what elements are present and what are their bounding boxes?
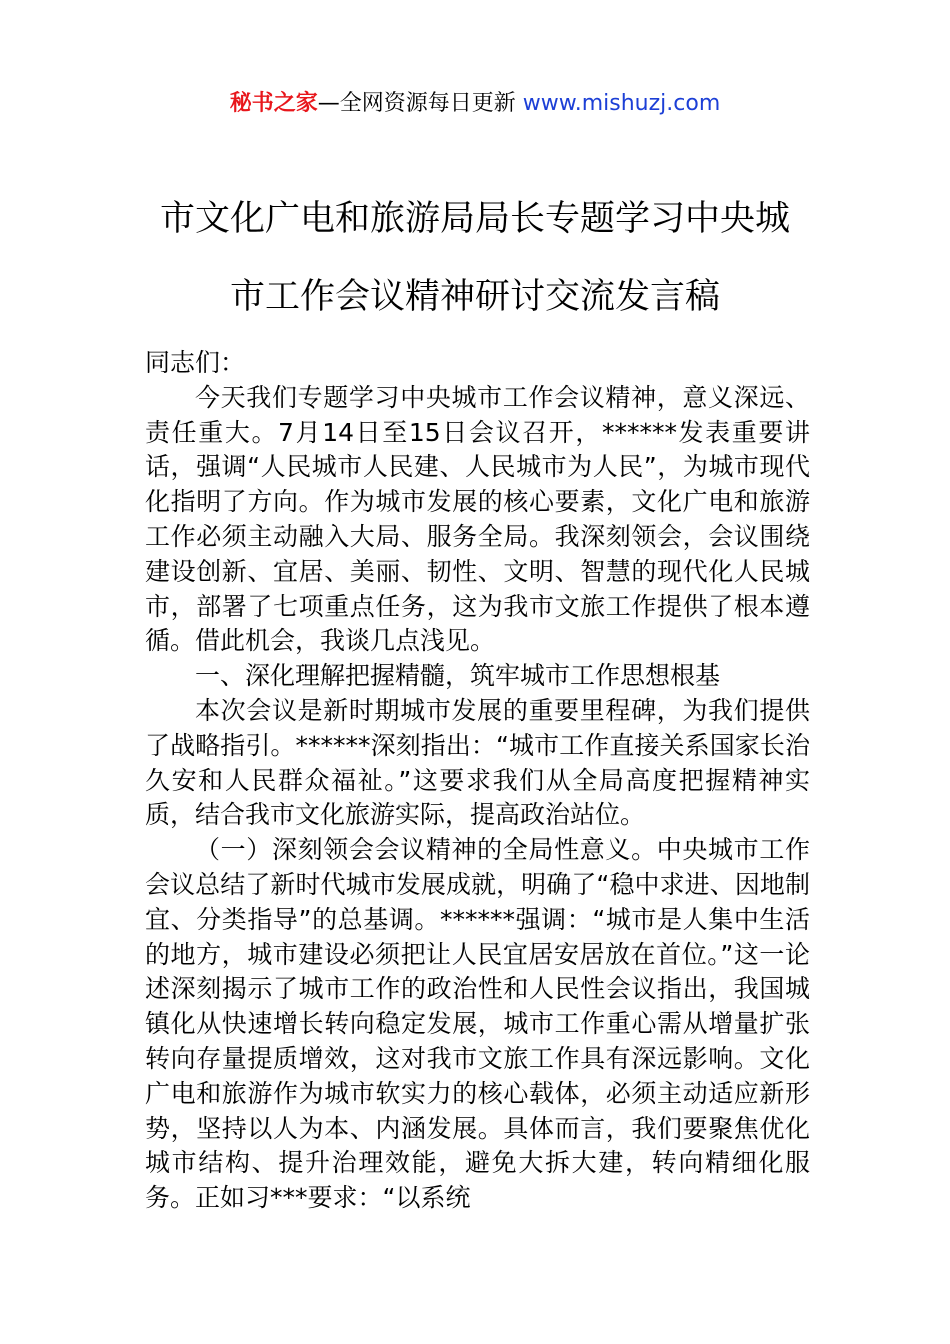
document-title [120,180,830,336]
title-line-2: 市工作会议精神研讨交流发言稿 [229,277,720,317]
section-heading-1: 一、深化理解把握精髓，筑牢城市工作思想根基 [195,661,721,691]
paragraph-section-1: 本次会议是新时期城市发展的重要里程碑，为我们提供了战略指引。******深刻指出：“城市工作直接关系国家长治久安和人民群众福祉。”这要求我们从全局高度把握精神实质，结合我市文化旅游实际，提高政治站位。 [145,695,810,830]
site-tagline: —全网资源每日更新 [317,91,516,116]
title-line-1: 市文化广电和旅游局局长专题学习中央城 [159,199,790,239]
document-body [145,346,810,1216]
site-url-link[interactable]: www.mishuzj.com [522,91,721,116]
site-brand: 秘书之家 [229,91,318,116]
paragraph-intro: 今天我们专题学习中央城市工作会议精神，意义深远、责任重大。7月14日至15日会议召开，******发表重要讲话，强调“人民城市人民建、人民城市为人民”，为城市现代化指明了方向。作为城市发展的核心要素，文化广电和旅游工作必须主动融入大局、服务全局。我深刻领会，会议围绕建设创新、宜居、美丽、韧性、文明、智慧的现代化人民城市，部署了七项重点任务，这为我市文旅工作提供了根本遵循。借此机会，我谈几点浅见。 [145,382,810,656]
paragraph-subsection-1: （一）深刻领会会议精神的全局性意义。中央城市工作会议总结了新时代城市发展成就，明确了“稳中求进、因地制宜、分类指导”的总基调。******强调：“城市是人集中生活的地方，城市建设必须把让人民宜居安居放在首位。”这一论述深刻揭示了城市工作的政治性和人民性会议指出，我国城镇化从快速增长转向稳定发展，城市工作重心需从增量扩张转向存量提质增效，这对我市文旅工作具有深远影响。文化广电和旅游作为城市软实力的核心载体，必须主动适应新形势，坚持以人为本、内涵发展。具体而言，我们要聚焦优化城市结构、提升治理效能，避免大拆大建，转向精细化服务。正如习***要求：“以系统 [145,835,810,1213]
salutation: 同志们： [145,348,246,377]
site-header [0,88,950,120]
